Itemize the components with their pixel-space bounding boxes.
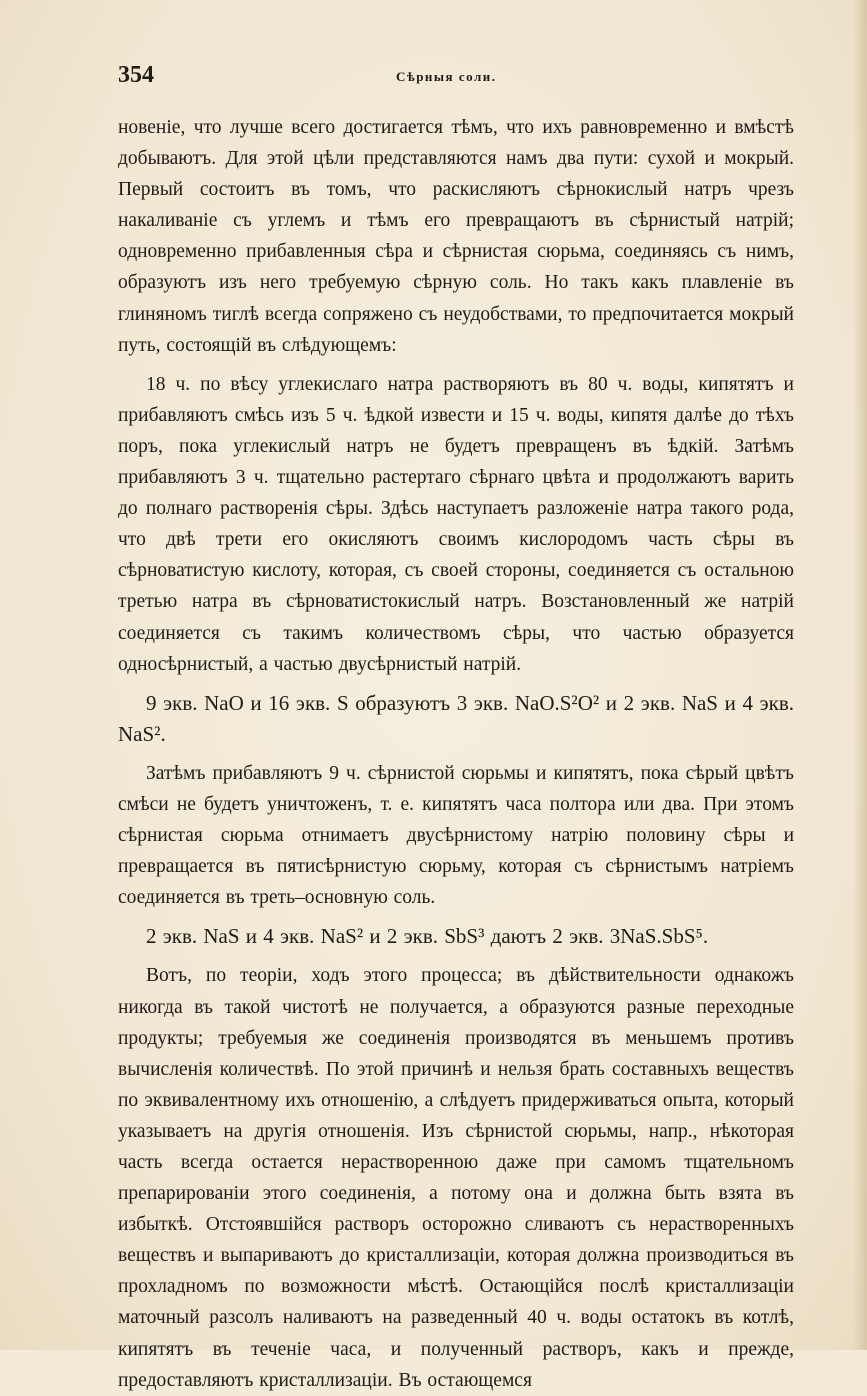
formula-reaction-2: 2 экв. NaS и 4 экв. NaS² и 2 экв. SbS³ даютъ 2 экв. 3NaS.SbS⁵. (146, 924, 709, 949)
paragraph-continuation: новеніе, что лучше всего достигается тѣмъ, что ихъ равновременно и вмѣстѣ добываютъ. Для этой цѣли представляются намъ два пути: сухой и мокрый. Первый состоитъ въ томъ, что раскисляютъ сѣрнокислый натръ чрезъ накаливаніе съ углемъ и тѣмъ его превращаютъ въ сѣрнистый натрій; одновременно прибавленныя сѣра и сѣрнистая сюрьма, соединяясь съ нимъ, образуютъ изъ него требуемую сѣрную соль. Но такъ какъ плавленіе въ глиняномъ тиглѣ всегда сопряжено съ неудобствами, то предпочитается мокрый путь, состоящій въ слѣдующемъ: (118, 117, 794, 356)
page-number: 354 (118, 62, 154, 88)
page-edge-shadow (853, 0, 867, 1350)
page-header (118, 62, 798, 102)
paragraph-procedure: 18 ч. по вѣсу углекислаго натра растворяютъ въ 80 ч. воды, кипятятъ и прибавляютъ смѣсь изъ 5 ч. ѣдкой извести и 15 ч. воды, кипятя далѣе до тѣхъ поръ, пока углекислый натръ не будетъ превращенъ въ ѣдкій. Затѣмъ прибавляютъ 3 ч. тщательно растертаго сѣрнаго цвѣта и продолжаютъ варить до полнаго растворенія сѣры. Здѣсь наступаетъ разложеніе натра такого рода, что двѣ трети его окисляютъ своимъ кислородомъ часть сѣры въ сѣрноватистую кислоту, которая, съ своей стороны, соединяется съ остальною третью натра въ сѣрноватистокислый натръ. Возстановленный же натрій соединяется съ такимъ количествомъ сѣры, что частью образуется односѣрнистый, а частью двусѣрнистый натрій. (118, 373, 794, 675)
paragraph-theory: Вотъ, по теоріи, ходъ этого процесса; въ дѣйствительности однакожъ никогда въ такой чистотѣ не получается, а образуются разные переходные продукты; требуемыя же соединенія производятся въ меньшемъ противъ вычисленія количествѣ. По этой причинѣ и нельзя брать составныхъ веществъ по эквивалентному ихъ отношенію, а слѣдуетъ придерживаться опыта, который указываетъ на другія отношенія. Изъ сѣрнистой сюрьмы, напр., нѣкоторая часть всегда остается нерастворенною даже при самомъ тщательномъ препарированіи этого соединенія, а потому она и должна быть взята въ избыткѣ. Отстоявшійся растворъ осторожно сливаютъ съ нерастворенныхъ веществъ и выпариваютъ до кристаллизаціи, которая должна производиться въ прохладномъ по возможности мѣстѣ. Остающійся послѣ кристаллизаціи маточный разсолъ наливаютъ на разведенный 40 ч. воды остатокъ въ котлѣ, кипятятъ въ теченіе часа, и полученный растворъ, какъ и прежде, предоставляютъ кристаллизаціи. Въ остающемся (118, 965, 794, 1391)
paragraph-antimony: Затѣмъ прибавляютъ 9 ч. сѣрнистой сюрьмы и кипятятъ, пока сѣрый цвѣтъ смѣси не будетъ уничтоженъ, т. е. кипятятъ часа полтора или два. При этомъ сѣрнистая сюрьма отнимаетъ двусѣрнистому натрію половину сѣры и превращается въ пятисѣрнистую сюрьму, которая съ сѣрнистымъ натріемъ соединяется въ треть–основную соль. (118, 762, 794, 909)
running-head: Сѣрныя соли. (396, 69, 497, 84)
body-text (118, 112, 794, 1396)
formula-reaction-1: 9 экв. NaO и 16 экв. S образуютъ 3 экв. NaO.S²O² и 2 экв. NaS и 4 экв. NaS². (118, 690, 794, 746)
